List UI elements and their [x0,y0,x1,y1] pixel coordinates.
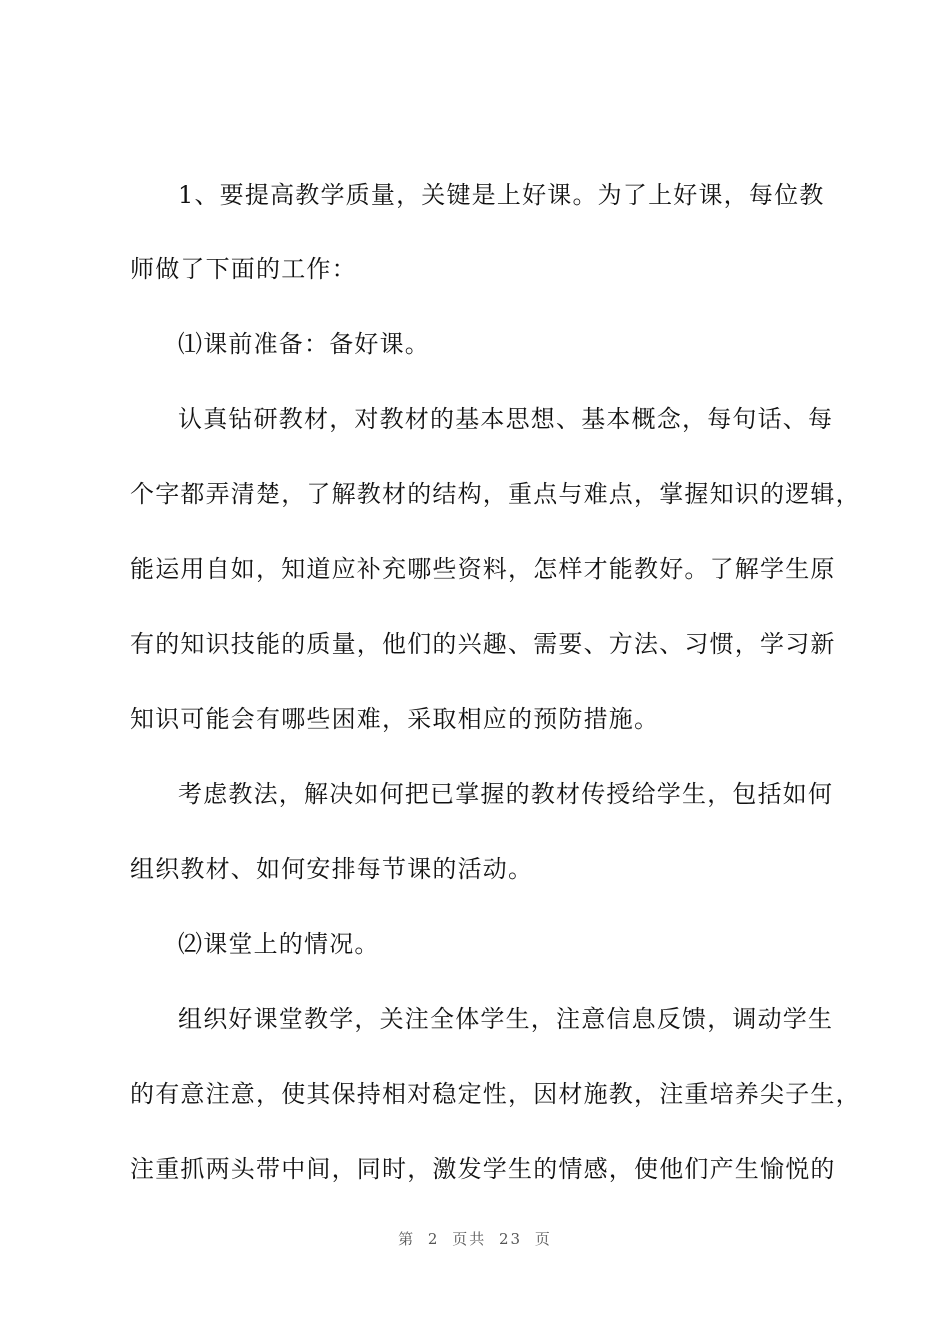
text-line: 认真钻研教材，对教材的基本思想、基本概念，每句话、每 [178,405,834,433]
text-line: ⑴课前准备：备好课。 [178,330,430,358]
text-line: 的有意注意，使其保持相对稳定性，因材施教，注重培养尖子生， [130,1080,861,1108]
text-line: ⑵课堂上的情况。 [178,930,380,958]
text-line: 组织教材、如何安排每节课的活动。 [130,855,534,883]
text-line: 1、要提高教学质量，关键是上好课。为了上好课，每位教 [178,181,825,209]
text-line: 注重抓两头带中间，同时，激发学生的情感，使他们产生愉悦的 [130,1155,836,1183]
text-line: 能运用自如，知道应补充哪些资料，怎样才能教好。了解学生原 [130,555,836,583]
text-line: 师做了下面的工作： [130,255,357,283]
text-line: 个字都弄清楚，了解教材的结构，重点与难点，掌握知识的逻辑， [130,480,861,508]
page-footer: 第 2 页共 23 页 [398,1230,552,1248]
text-line: 有的知识技能的质量，他们的兴趣、需要、方法、习惯，学习新 [130,630,836,658]
text-line: 考虑教法，解决如何把已掌握的教材传授给学生，包括如何 [178,780,834,808]
text-line: 组织好课堂教学，关注全体学生，注意信息反馈，调动学生 [178,1005,834,1033]
text-line: 知识可能会有哪些困难，采取相应的预防措施。 [130,705,660,733]
